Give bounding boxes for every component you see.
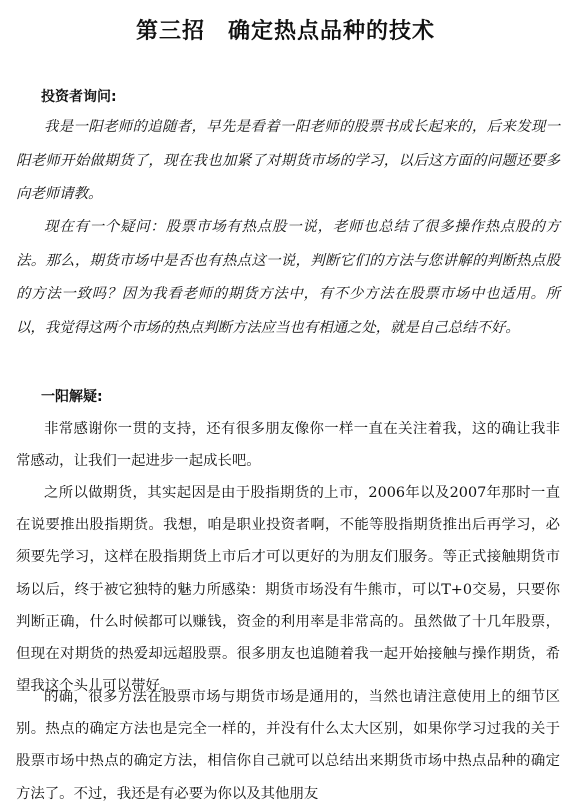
answer-paragraph: 之所以做期货，其实起因是由于股指期货的上市，2006年以及2007年那时一直在说要推出股指期货。我想，咱是职业投资者啊，不能等股指期货推出后再学习，必须要先学习，这样在股指期货上市后才可以更好的为朋友们服务。等正式接触期货市场以后，终于被它独特的魅力所感染：期货市场没有牛熊市，可以T+0交易，只要你判断正确，什么时候都可以赚钱，资金的利用率是非常高的。虽然做了十几年股票，但现在对期货的热爱却远超股票。很多朋友也追随着我一起开始接触与操作期货，希望我这个头儿可以带好。 — [16, 485, 560, 695]
answer-paragraph: 的确，很多方法在股票市场与期货市场是通用的，当然也请注意使用上的细节区别。热点的确定方法也是完全一样的，并没有什么太大区别，如果你学习过我的关于股票市场中热点的确定方法，相信你自己就可以总结出来期货市场中热点品种的确定方法了。不过，我还是有必要为你以及其他朋友 — [16, 689, 560, 802]
question-paragraph: 现在有一个疑问：股票市场有热点股一说，老师也总结了很多操作热点股的方法。那么，期货市场中是否也有热点这一说，判断它们的方法与您讲解的判断热点股的方法一致吗？因为我看老师的期货方法中，有不少方法在股票市场中也适用。所以，我觉得这两个市场的热点判断方法应当也有相通之处，就是自己总结不好。 — [16, 219, 560, 337]
question-paragraph: 我是一阳老师的追随者，早先是看着一阳老师的股票书成长起来的，后来发现一阳老师开始做期货了，现在我也加紧了对期货市场的学习，以后这方面的问题还要多向老师请教。 — [16, 119, 560, 203]
answer-paragraph: 非常感谢你一贯的支持，还有很多朋友像你一样一直在关注着我，这的确让我非常感动，让我们一起进步一起成长吧。 — [16, 421, 560, 470]
answer-heading: 一阳解疑: — [41, 389, 103, 405]
chapter-title: 第三招 确定热点品种的技术 — [135, 19, 435, 44]
question-heading: 投资者询问: — [41, 89, 117, 105]
